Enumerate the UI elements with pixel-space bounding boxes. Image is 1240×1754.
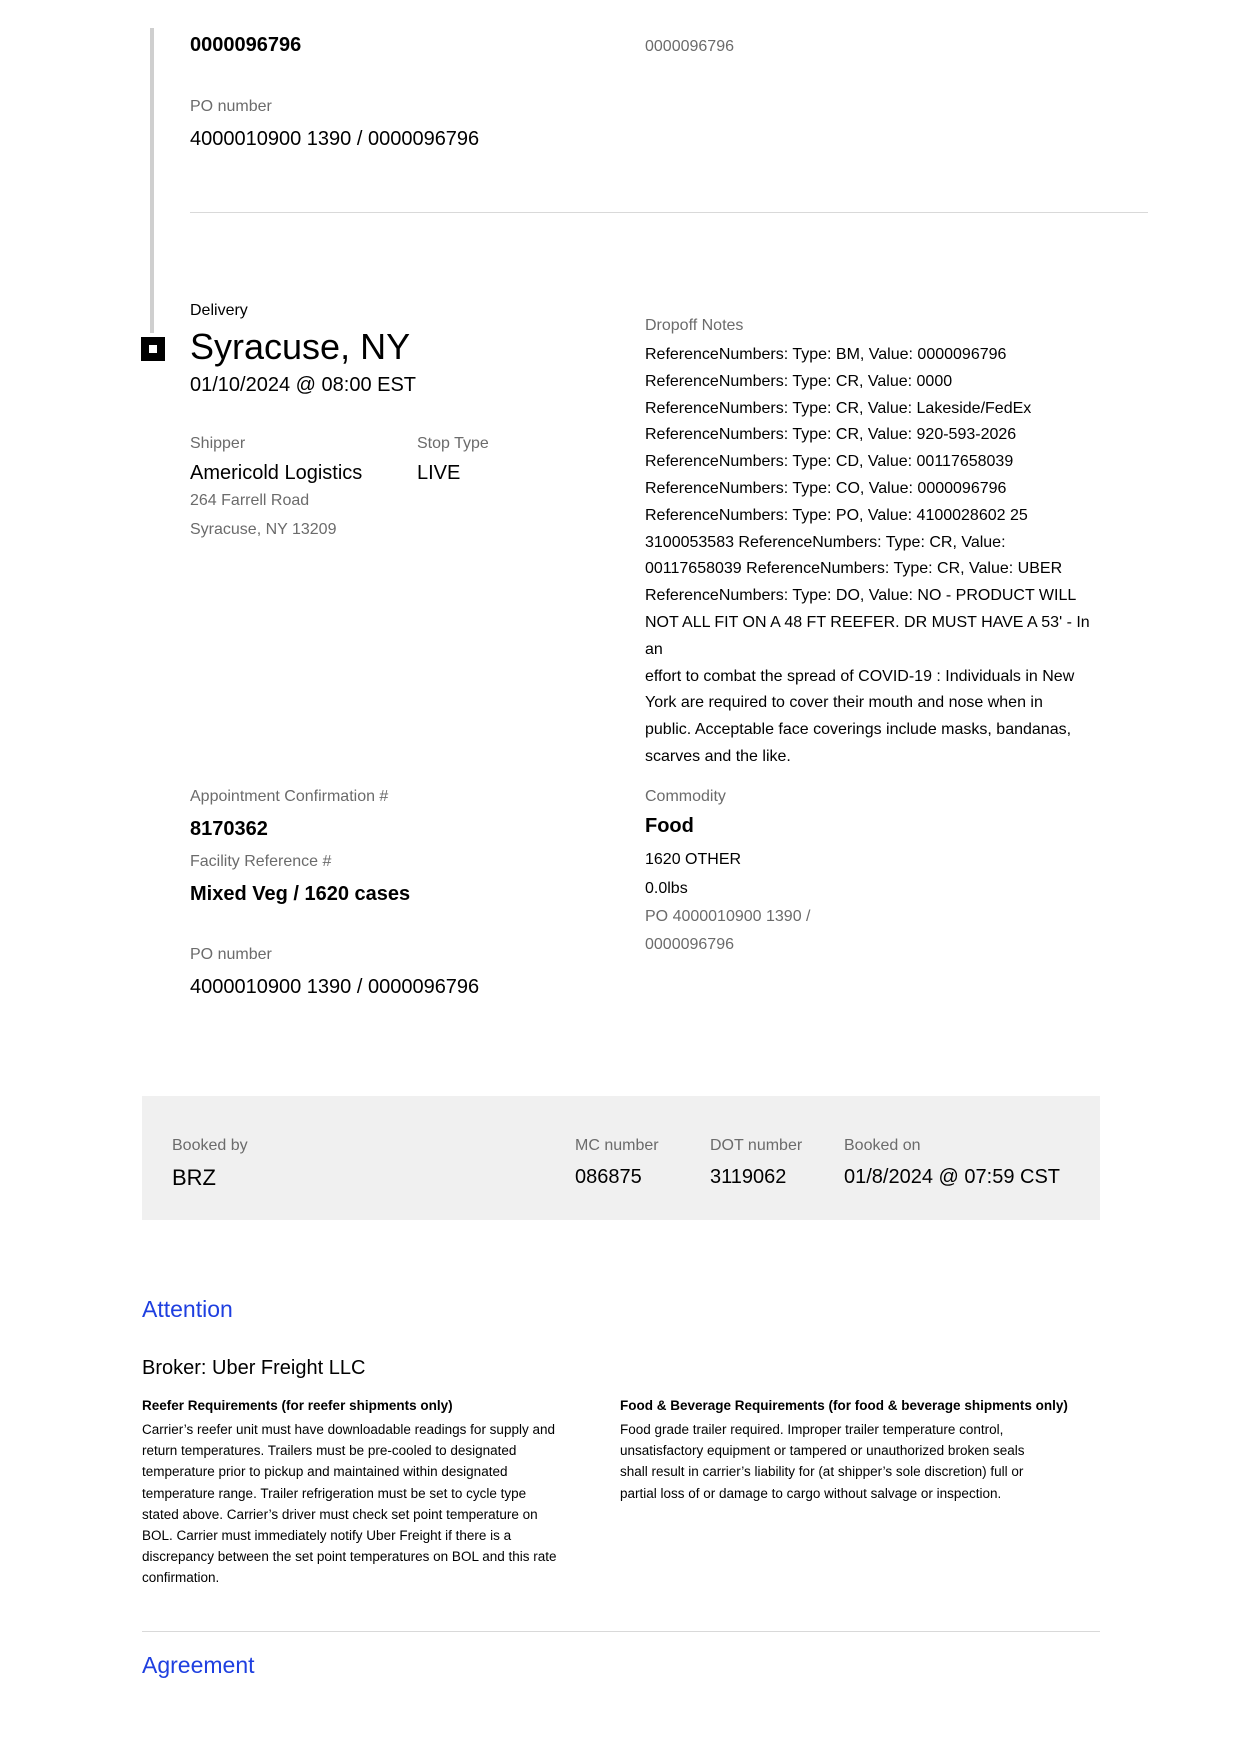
booked-by-label: Booked by — [172, 1137, 248, 1154]
commodity-po-line1: PO 4000010900 1390 / — [645, 908, 811, 925]
commodity-label: Commodity — [645, 788, 726, 805]
commodity-po-line2: 0000096796 — [645, 936, 734, 953]
reefer-line: BOL. Carrier must immediately notify Uber Freight if there is a — [142, 1528, 512, 1544]
delivery-datetime: 01/10/2024 @ 08:00 EST — [190, 374, 417, 396]
reefer-requirements-body — [142, 1419, 602, 1589]
notes-line: ReferenceNumbers: Type: CD, Value: 00117658039 — [645, 453, 1014, 471]
reefer-requirements — [142, 1398, 602, 1589]
food-requirements-title: Food & Beverage Requirements (for food & beverage shipments only) — [620, 1398, 1068, 1413]
food-line: shall result in carrier’s liability for (at shipper’s sole discretion) full or — [620, 1464, 1024, 1480]
facility-reference-value: Mixed Veg / 1620 cases — [190, 883, 411, 905]
notes-line: 3100053583 ReferenceNumbers: Type: CR, Value: — [645, 533, 1006, 551]
broker-name: Broker: Uber Freight LLC — [142, 1357, 366, 1379]
reefer-line: temperature prior to pickup and maintained within designated — [142, 1464, 508, 1480]
dropoff-notes-label: Dropoff Notes — [645, 317, 744, 334]
notes-line: 00117658039 ReferenceNumbers: Type: CR, Value: UBER — [645, 560, 1063, 578]
food-line: unsatisfactory equipment or tampered or unauthorized broken seals — [620, 1443, 1025, 1459]
notes-line: ReferenceNumbers: Type: DO, Value: NO - PRODUCT WILL — [645, 587, 1077, 605]
dropoff-notes — [645, 342, 1105, 771]
delivery-po-label: PO number — [190, 946, 272, 963]
booked-on-value: 01/8/2024 @ 07:59 CST — [844, 1166, 1060, 1188]
notes-line: York are required to cover their mouth and nose when in — [645, 694, 1043, 712]
stop-type-label: Stop Type — [417, 435, 489, 452]
section-divider — [190, 212, 1148, 213]
attention-divider — [142, 1631, 1100, 1632]
reefer-line: stated above. Carrier’s driver must check set point temperature on — [142, 1506, 538, 1522]
notes-line: public. Acceptable face coverings include masks, bandanas, — [645, 721, 1072, 739]
notes-line: ReferenceNumbers: Type: PO, Value: 4100028602 25 — [645, 506, 1028, 524]
delivery-city: Syracuse, NY — [190, 326, 411, 367]
appointment-label: Appointment Confirmation # — [190, 788, 389, 805]
notes-line: ReferenceNumbers: Type: BM, Value: 0000096796 — [645, 346, 1007, 363]
notes-line: ReferenceNumbers: Type: CR, Value: 0000 — [645, 372, 953, 390]
food-line: partial loss of or damage to cargo without salvage or inspection. — [620, 1485, 1002, 1501]
dot-number-label: DOT number — [710, 1137, 803, 1154]
mc-number-value: 086875 — [575, 1166, 642, 1188]
reefer-line: Carrier’s reefer unit must have downloadable readings for supply and — [142, 1422, 555, 1437]
booking-panel — [142, 1096, 1100, 1220]
booked-by-value: BRZ — [172, 1165, 216, 1190]
notes-line: ReferenceNumbers: Type: CO, Value: 0000096796 — [645, 479, 1007, 497]
appointment-value: 8170362 — [190, 818, 268, 840]
pickup-reference: 0000096796 — [190, 34, 302, 56]
dot-number-value: 3119062 — [710, 1166, 787, 1188]
notes-line: ReferenceNumbers: Type: CR, Value: 920-593-2026 — [645, 426, 1017, 444]
notes-line: scarves and the like. — [645, 747, 791, 765]
pickup-po-value: 4000010900 1390 / 0000096796 — [190, 128, 480, 150]
timeline-connector — [150, 28, 154, 333]
food-beverage-requirements — [620, 1398, 1100, 1504]
shipper-address-line1: 264 Farrell Road — [190, 492, 310, 509]
reefer-line: return temperatures. Trailers must be pre-cooled to designated — [142, 1443, 517, 1459]
pickup-po-label: PO number — [190, 98, 272, 115]
stop-type-heading: Delivery — [190, 302, 248, 319]
food-requirements-body — [620, 1419, 1100, 1504]
commodity-quantity: 1620 OTHER — [645, 851, 742, 868]
commodity-weight: 0.0lbs — [645, 880, 688, 897]
food-line: Food grade trailer required. Improper trailer temperature control, — [620, 1422, 1004, 1437]
booked-on-label: Booked on — [844, 1137, 921, 1154]
mc-number-label: MC number — [575, 1137, 659, 1154]
shipper-address-line2: Syracuse, NY 13209 — [190, 521, 337, 538]
notes-line: effort to combat the spread of COVID-19 : Individuals in New — [645, 667, 1075, 685]
reefer-line: temperature range. Trailer refrigeration must be set to cycle type — [142, 1485, 527, 1501]
reefer-requirements-title: Reefer Requirements (for reefer shipments only) — [142, 1398, 453, 1413]
attention-heading: Attention — [142, 1296, 233, 1322]
commodity-value: Food — [645, 815, 694, 837]
pickup-reference-secondary: 0000096796 — [645, 38, 734, 55]
facility-reference-label: Facility Reference # — [190, 853, 332, 870]
delivery-po-value: 4000010900 1390 / 0000096796 — [190, 976, 480, 998]
notes-line: NOT ALL FIT ON A 48 FT REEFER. DR MUST HAVE A 53' - In an — [645, 613, 1090, 658]
stop-square-icon — [141, 337, 165, 361]
stop-type-value: LIVE — [417, 462, 461, 484]
reefer-line: discrepancy between the set point temperatures on BOL and this rate — [142, 1549, 557, 1565]
agreement-heading: Agreement — [142, 1652, 255, 1678]
reefer-line: confirmation. — [142, 1570, 220, 1586]
shipper-label: Shipper — [190, 435, 246, 452]
notes-line: ReferenceNumbers: Type: CR, Value: Lakeside/FedEx — [645, 399, 1032, 417]
shipper-name: Americold Logistics — [190, 462, 363, 484]
